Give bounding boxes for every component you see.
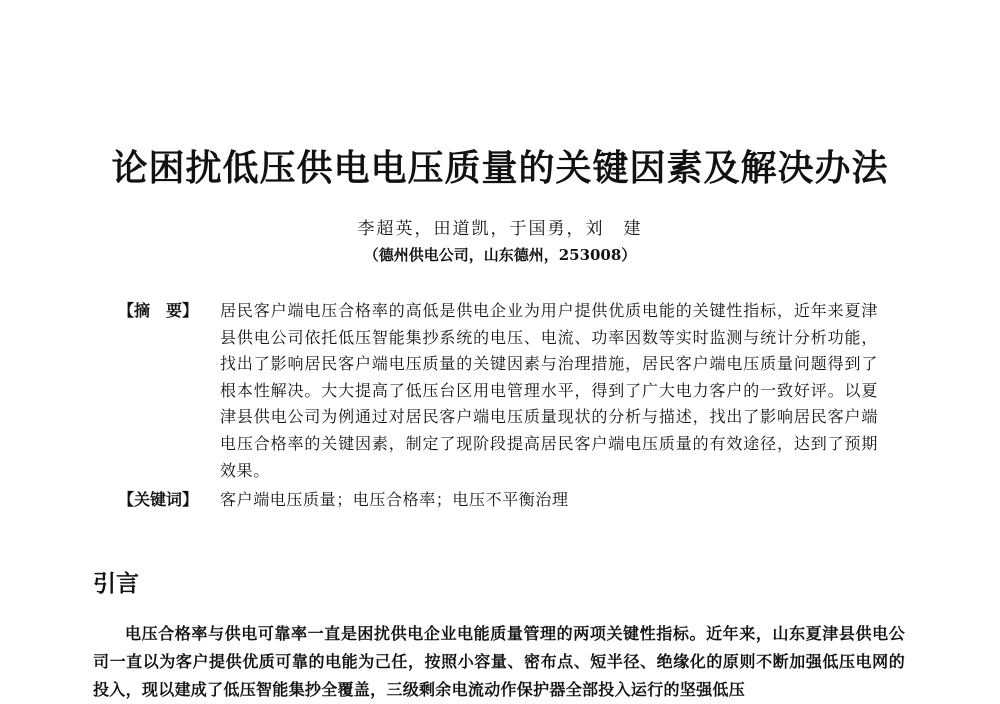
- abstract-label: 【摘 要】: [118, 301, 199, 320]
- keywords-label: 【关键词】: [118, 490, 199, 509]
- author-list: 李超英，田道凯，于国勇，刘 建: [357, 219, 643, 239]
- section-body-paragraph: 电压合格率与供电可靠率一直是困扰供电企业电能质量管理的两项关键性指标。近年来，山东夏津县供电公司一直以为客户提供优质可靠的电能为己任，按照小容量、密布点、短半径、绝缘化的原则不断加强低压电网的投入，现以建成了低压智能集抄全覆盖，三级剩余电流动作保护器全部投入运行的坚强低压: [93, 624, 905, 699]
- affiliation: （德州供电公司，山东德州，253008）: [363, 246, 637, 264]
- keywords-text: 客户端电压质量；电压合格率；电压不平衡治理: [220, 490, 569, 509]
- section-heading-introduction: 引言: [93, 571, 139, 597]
- keywords-block: [118, 487, 878, 513]
- abstract-text: 居民客户端电压合格率的高低是供电企业为用户提供优质电能的关键性指标，近年来夏津县供电公司依托低压智能集抄系统的电压、电流、功率因数等实时监测与统计分析功能，找出了影响居民客户端电压质量的关键因素与治理措施，居民客户端电压质量问题得到了根本性解决。大大提高了低压台区用电管理水平，得到了广大电力客户的一致好评。以夏津县供电公司为例通过对居民客户端电压质量现状的分析与描述，找出了影响居民客户端电压合格率的关键因素，制定了现阶段提高居民客户端电压质量的有效途径，达到了预期效果。: [220, 301, 878, 480]
- paper-title: 论困扰低压供电电压质量的关键因素及解决办法: [111, 147, 889, 189]
- abstract-block: [118, 298, 878, 484]
